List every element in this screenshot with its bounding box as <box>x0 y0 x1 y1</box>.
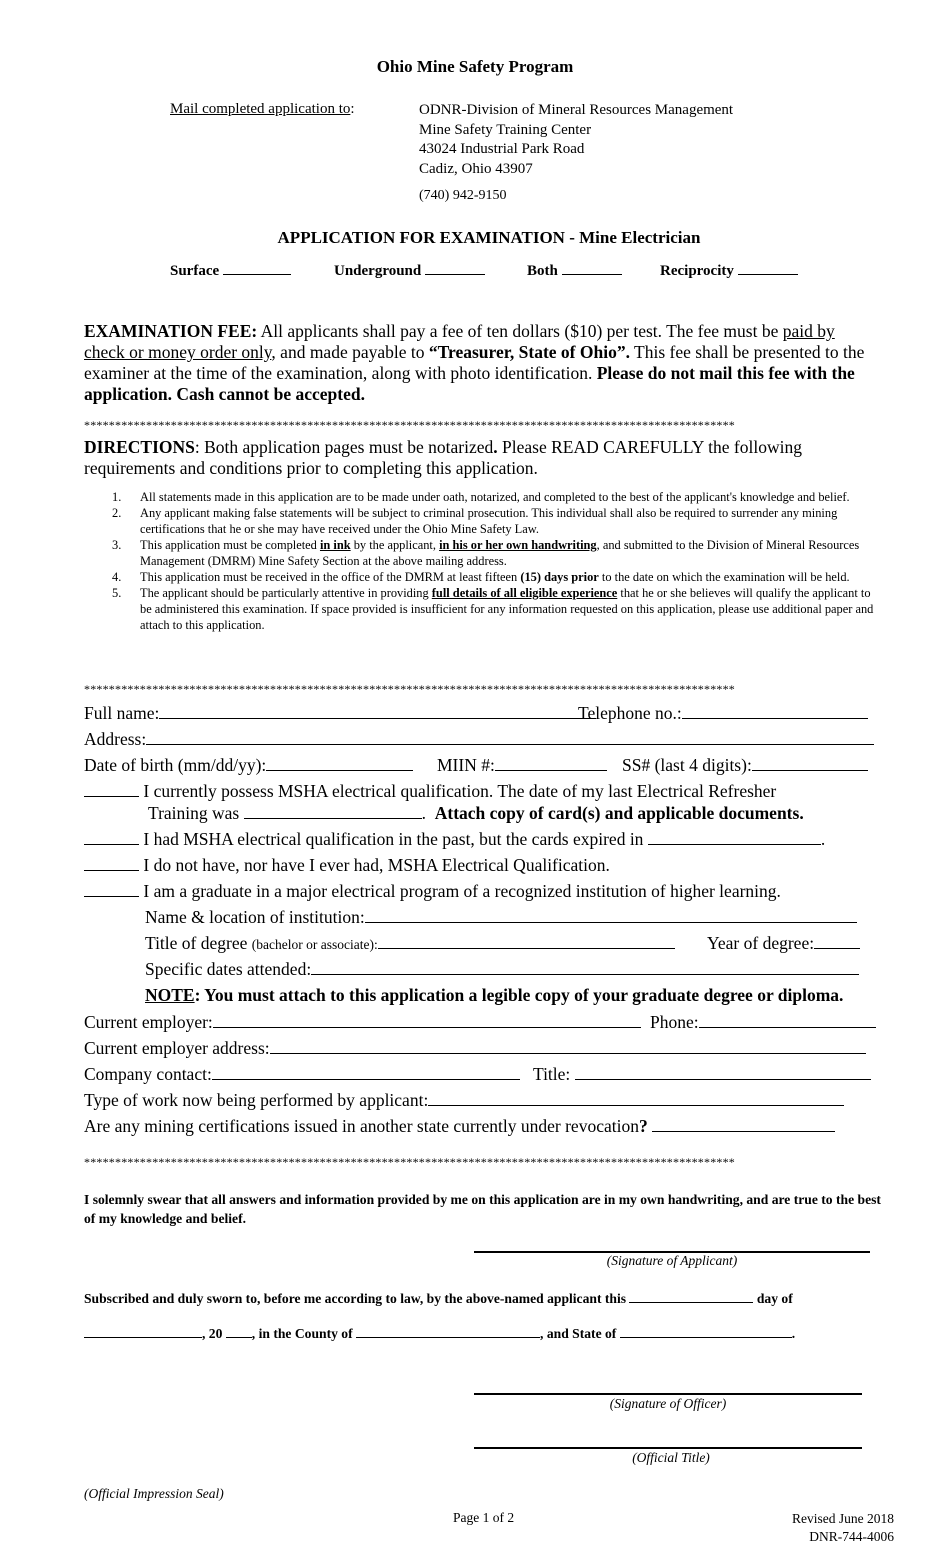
sworn-year-field[interactable] <box>226 1325 252 1338</box>
application-title: APPLICATION FOR EXAMINATION - Mine Electrician <box>277 228 701 247</box>
direction-item: 5. The applicant should be particularly attentive in providing full details of all eligible experience that he or she believes will qualify the applicant to be administered this examination. If space provided is insufficient for any information requested on this application, please use additional paper and attach to this application. <box>112 586 874 632</box>
exam-type-reciprocity[interactable]: Reciprocity <box>660 259 798 280</box>
degree-title-field[interactable]: Title of degree (bachelor or associate): <box>145 933 675 954</box>
exam-type-both[interactable]: Both <box>527 259 622 280</box>
msha-past-checkbox[interactable]: I had MSHA electrical qualification in the past, but the cards expired in . <box>84 829 825 850</box>
page-number: Page 1 of 2 <box>453 1510 515 1525</box>
ss-field[interactable]: SS# (last 4 digits): <box>622 755 868 776</box>
examination-fee-paragraph: EXAMINATION FEE: All applicants shall pay a fee of ten dollars ($10) per test. The fee must be paid by check or money order only, and made payable to “Treasurer, State of Ohio”. This fee shall be presented to the examiner at the time of the examination, along with photo identification. Please do not mail this fee with the application. Cash cannot be accepted. <box>84 321 865 404</box>
official-title-label: (Official Title) <box>632 1450 710 1465</box>
msha-current-checkbox[interactable]: I currently possess MSHA electrical qualification. The date of my last Electrical Refresher <box>84 781 776 802</box>
msha-never-checkbox[interactable]: I do not have, nor have I ever had, MSHA Electrical Qualification. <box>84 855 610 876</box>
directions-list <box>84 489 884 633</box>
official-title-line[interactable] <box>474 1447 862 1449</box>
county-field[interactable] <box>356 1325 540 1338</box>
state-field[interactable] <box>620 1325 792 1338</box>
employer-phone-field[interactable]: Phone: <box>650 1012 876 1033</box>
revocation-field[interactable]: Are any mining certifications issued in another state currently under revocation? <box>84 1116 835 1137</box>
employer-address-field[interactable]: Current employer address: <box>84 1038 866 1059</box>
official-seal-label: (Official Impression Seal) <box>84 1486 224 1501</box>
direction-item: 2. Any applicant making false statements will be subject to criminal prosecution. This individual shall also be required to surrender any mining certifications that he or she may have received under the Ohio Mine Safety Law. <box>112 506 838 536</box>
full-name-field[interactable]: Full name: <box>84 703 596 724</box>
direction-item: 3. This application must be completed in ink by the applicant, in his or her own handwriting, and submitted to the Division of Mineral Resources Management (DMRM) Mine Safety Section at the above mailing address. <box>112 538 860 568</box>
sworn-date-field[interactable] <box>84 1325 202 1338</box>
directions-paragraph: DIRECTIONS: Both application pages must be notarized. Please READ CAREFULLY the following requirements and conditions prior to completing this application. <box>84 437 802 478</box>
mail-label: Mail completed application to: <box>170 101 355 117</box>
mailing-address: ODNR-Division of Mineral Resources Management Mine Safety Training Center 43024 Industrial Park Road Cadiz, Ohio 43907 <box>419 102 734 177</box>
graduate-checkbox[interactable]: I am a graduate in a major electrical program of a recognized institution of higher learning. <box>84 881 781 902</box>
direction-item: 4. This application must be received in the office of the DMRM at least fifteen (15) days prior to the date on which the examination will be held. <box>112 570 850 584</box>
miin-field[interactable]: MIIN #: <box>437 755 607 776</box>
separator-stars: ********************************************************************************************************* <box>84 682 735 696</box>
sworn-statement-line2: , 20 , in the County of , and State of . <box>84 1325 795 1342</box>
page-title: Ohio Mine Safety Program <box>376 57 574 76</box>
exam-type-surface[interactable]: Surface <box>170 259 291 280</box>
dob-field[interactable]: Date of birth (mm/dd/yy): <box>84 755 413 776</box>
separator-stars: ********************************************************************************************************* <box>84 1155 735 1169</box>
oath-statement: I solemnly swear that all answers and information provided by me on this application are in my own handwriting, and are true to the best of my knowledge and belief. <box>84 1192 881 1226</box>
degree-year-field[interactable]: Year of degree: <box>707 933 860 954</box>
form-revision-info: Revised June 2018 DNR-744-4006 <box>792 1511 894 1544</box>
sworn-statement-line1: Subscribed and duly sworn to, before me according to law, by the above-named applicant this day of <box>84 1291 793 1306</box>
officer-signature-label: (Signature of Officer) <box>609 1396 727 1411</box>
separator-stars: ********************************************************************************************************* <box>84 418 735 432</box>
applicant-signature-label: (Signature of Applicant) <box>606 1253 738 1268</box>
contact-title-field[interactable]: Title: <box>533 1064 871 1085</box>
work-type-field[interactable]: Type of work now being performed by applicant: <box>84 1090 844 1111</box>
institution-field[interactable]: Name & location of institution: <box>145 907 857 928</box>
company-contact-field[interactable]: Company contact: <box>84 1064 520 1085</box>
employer-field[interactable]: Current employer: <box>84 1012 641 1033</box>
degree-note: NOTE: You must attach to this application a legible copy of your graduate degree or diploma. <box>145 985 844 1005</box>
refresher-date-field[interactable]: Training was . Attach copy of card(s) and applicable documents. <box>148 803 804 823</box>
direction-item: 1. All statements made in this application are to be made under oath, notarized, and completed to the best of the applicant's knowledge and belief. <box>112 490 850 504</box>
officer-signature-line[interactable] <box>474 1393 862 1395</box>
dates-attended-field[interactable]: Specific dates attended: <box>145 959 859 980</box>
contact-phone: (740) 942-9150 <box>419 188 507 203</box>
telephone-field[interactable]: Telephone no.: <box>578 703 868 724</box>
exam-type-underground[interactable]: Underground <box>334 259 485 280</box>
address-field[interactable]: Address: <box>84 729 874 750</box>
